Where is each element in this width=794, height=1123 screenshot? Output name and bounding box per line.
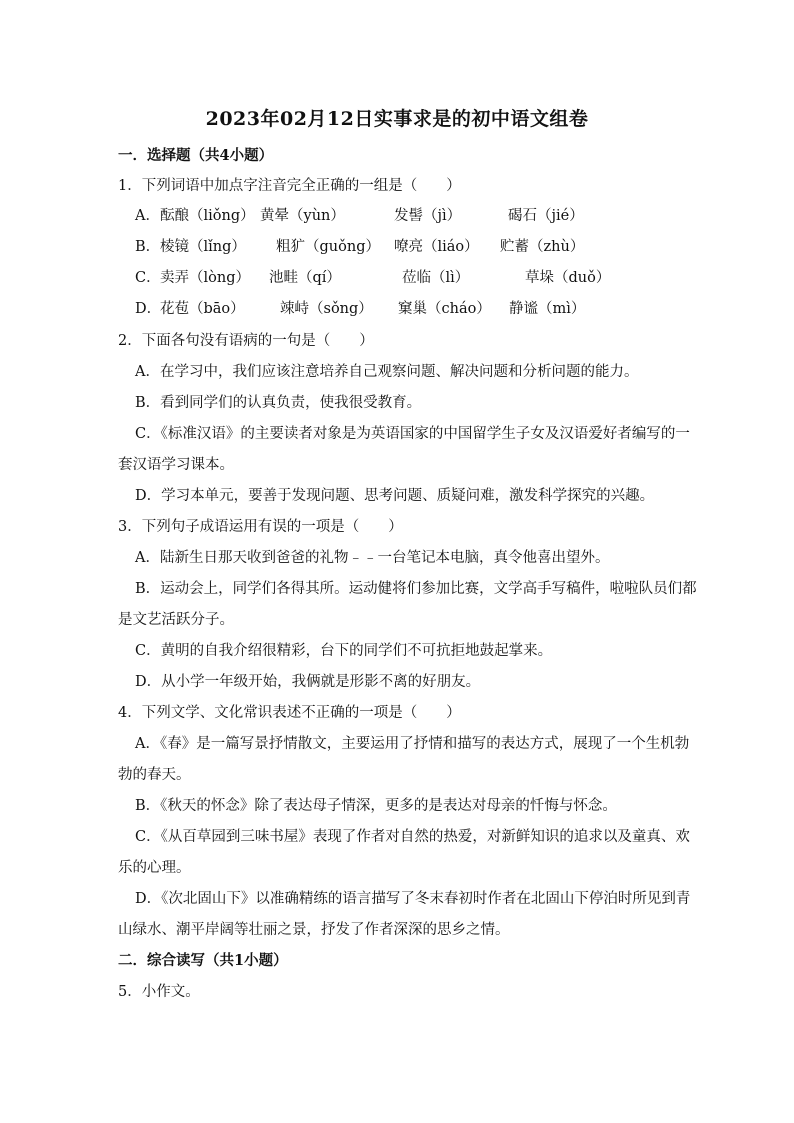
question-5-stem: 5．小作文。 [118,984,200,1000]
q1-option-c-item: 草垛（duǒ） [525,270,611,286]
question-4-stem: 4．下列文学、文化常识表述不正确的一项是（ ） [118,705,461,721]
q1-option-d-label: D． [135,301,162,317]
q1-option-b-item: 贮蓄（zhù） [500,239,585,255]
section-heading-choice: 一．选择题（共4小题） [118,147,274,164]
q1-option-c-label: C． [135,270,161,286]
q1-option-a-item: 发髻（jì） [394,208,462,224]
q1-option-b-item: 粗犷（guǒng） [276,239,380,255]
q4-option-c-continued: 乐的心理。 [118,860,191,876]
q1-option-d-item: 花苞（bāo） [160,301,245,317]
q2-option-c: C．《标准汉语》的主要读者对象是为英语国家的中国留学生子女及汉语爱好者编写的一 [135,426,690,442]
page-title: 2023年02月12日实事求是的初中语文组卷 [205,108,589,130]
q1-option-a-label: A． [135,208,160,224]
q2-option-b: B．看到同学们的认真负责，使我很受教育。 [135,395,422,411]
q1-option-d-item: 窠巢（cháo） [398,301,491,317]
q4-option-a: A．《春》是一篇写景抒情散文，主要运用了抒情和描写的表达方式，展现了一个生机勃 [135,736,690,752]
q3-option-b: B．运动会上，同学们各得其所。运动健将们参加比赛，文学高手写稿件，啦啦队员们都 [135,581,697,597]
q3-option-c: C．黄明的自我介绍很精彩，台下的同学们不可抗拒地鼓起掌来。 [135,643,553,659]
question-2-stem: 2．下面各句没有语病的一句是（ ） [118,333,374,349]
q3-option-a: A．陆新生日那天收到爸爸的礼物﹣﹣一台笔记本电脑，真令他喜出望外。 [135,550,610,566]
q4-option-d-continued: 山绿水、潮平岸阔等壮丽之景，抒发了作者深深的思乡之情。 [118,922,510,938]
q3-option-d: D．从小学一年级开始，我俩就是形影不离的好朋友。 [135,674,481,690]
q4-option-a-continued: 勃的春天。 [118,767,191,783]
q3-option-b-continued: 是文艺活跃分子。 [118,612,234,628]
q1-option-d-item: 竦峙（sǒng） [280,301,373,317]
q1-option-d-item: 静谧（mì） [509,301,586,317]
q1-option-c-item: 卖弄（lòng） [160,270,250,286]
q1-option-b-item: 嘹亮（liáo） [394,239,479,255]
q1-option-a-item: 黄晕（yùn） [260,208,345,224]
q1-option-b-label: B． [135,239,161,255]
q4-option-b: B．《秋天的怀念》除了表达母子情深，更多的是表达对母亲的忏悔与怀念。 [135,798,617,814]
q1-option-c-item: 莅临（lì） [402,270,470,286]
q1-option-a-item: 碣石（jié） [508,208,584,224]
q4-option-c: C．《从百草园到三味书屋》表现了作者对自然的热爱，对新鲜知识的追求以及童真、欢 [135,829,690,845]
section-heading-reading-writing: 二．综合读写（共1小题） [118,952,288,969]
q2-option-a: A．在学习中，我们应该注意培养自己观察问题、解决问题和分析问题的能力。 [135,364,639,380]
question-3-stem: 3．下列句子成语运用有误的一项是（ ） [118,519,403,535]
q2-option-d: D．学习本单元，要善于发现问题、思考问题、质疑问难，激发科学探究的兴趣。 [135,488,655,504]
q1-option-b-item: 棱镜（lǐng） [160,239,246,255]
q4-option-d: D．《次北固山下》以准确精练的语言描写了冬末春初时作者在北固山下停泊时所见到青 [135,891,691,907]
q1-option-c-item: 池畦（qí） [269,270,341,286]
q1-option-a-item: 酝酿（liǒng） [160,208,255,224]
question-1-stem: 1．下列词语中加点字注音完全正确的一组是（ ） [118,178,461,194]
q2-option-c-continued: 套汉语学习课本。 [118,457,234,473]
